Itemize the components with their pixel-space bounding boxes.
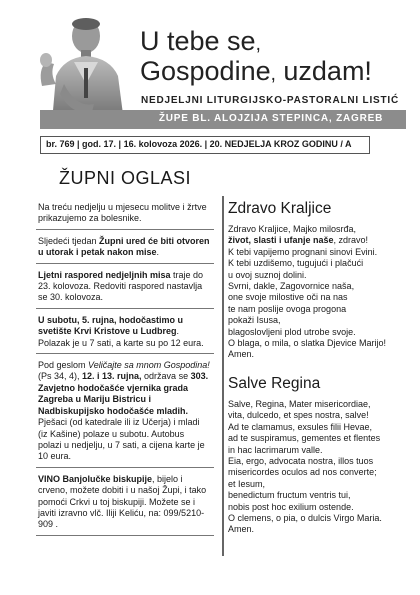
text-run: traje do 23. kolovoza. Redoviti raspored nastavlja se 30. kolovoza. xyxy=(38,269,204,303)
bulletin-subtitle: NEDJELJNI LITURGIJSKO-PASTORALNI LISTIĆ xyxy=(140,95,400,106)
text-run: one svoje milostive oči na nas xyxy=(228,292,348,303)
text-run: Svrni, dakle, Zagovornice naša, xyxy=(228,281,355,292)
prayer-title: Zdravo Kraljice xyxy=(228,200,332,217)
text-run: Sljedeći tjedan xyxy=(38,235,100,246)
text-run: 12. i 13. rujna, xyxy=(82,371,142,382)
headline-line-2: Gospodine, uzdam! xyxy=(140,56,372,86)
prayer-line xyxy=(228,445,398,456)
text-run: u ovoj suznoj dolini. xyxy=(228,269,307,280)
text-run: (Ps 34, 4), xyxy=(38,371,83,382)
prayer-line xyxy=(228,235,398,246)
text-run: blagoslovljeni plod utrobe svoje. xyxy=(228,326,356,337)
notice-item xyxy=(36,267,214,309)
text-run: nobis post hoc exilium ostende. xyxy=(228,501,354,512)
text-run: O clemens, o pia, o dulcis Virgo Maria. xyxy=(228,512,382,523)
text-run: benedictum fructum ventris tui, xyxy=(228,490,351,501)
prayer-line xyxy=(228,490,398,501)
text-run: VINO Banjolučke biskupije xyxy=(38,473,153,484)
prayer-line xyxy=(228,270,398,281)
text-run: U subotu, 5. rujna, hodočastimo u svetište Krvi Kristove u Ludbreg xyxy=(38,314,184,337)
text-run: . xyxy=(156,247,160,258)
prayer-line xyxy=(228,315,398,326)
prayer-line xyxy=(228,292,398,303)
prayer-line xyxy=(228,258,398,269)
prayer-line xyxy=(228,349,398,360)
text-run: , bijelo i crveno, možete dobiti i u našoj Župi, i tako pomoći Crkvi u toj biskupiji. Možete se i javiti izravno vlč. Iliji Keliću, na: 099/5210-909 . xyxy=(38,473,207,530)
prayer-line xyxy=(228,399,398,410)
text-run: Pješaci (od katedrale ili iz Učerja) i mladi (iz Kašine) polaze u subotu. Autobus polazi u nedjelju, u 7 sati, a cijena karte je 10 eura. xyxy=(38,417,205,462)
notices-title: ŽUPNI OGLASI xyxy=(58,168,192,188)
notice-item xyxy=(36,471,214,536)
prayer-line xyxy=(228,304,398,315)
text-run: 303. Zavjetno hodočašće vjernika grada Zagreba u Mariju Bistricu i Nadbiskupijsko hodočašće mladih. xyxy=(38,371,209,416)
notice-item xyxy=(36,312,214,354)
prayer-block xyxy=(228,200,398,361)
notice-item xyxy=(36,357,214,468)
text-run: K tebi vapijemo prognani sinovi Evini. xyxy=(228,246,378,257)
text-run: održava se xyxy=(141,371,191,382)
prayer-line xyxy=(228,338,398,349)
column-divider xyxy=(222,196,224,556)
text-run: Veličajte sa mnom Gospodina! xyxy=(88,360,210,371)
text-run: Eia, ergo, advocata nostra, illos tuos xyxy=(228,455,374,466)
prayers-column xyxy=(228,200,398,550)
prayer-title: Salve Regina xyxy=(228,374,321,392)
text-run: misericordes oculos ad nos converte; xyxy=(228,467,377,478)
prayer-line xyxy=(228,247,398,258)
prayer-line xyxy=(228,456,398,467)
prayer-line xyxy=(228,422,398,433)
text-run: . Polazak je u 7 sati, a karte su po 12 eura. xyxy=(38,326,204,348)
prayer-line xyxy=(228,224,398,235)
text-run: pokaži Isusa, xyxy=(228,315,281,326)
masthead xyxy=(0,0,420,132)
text-run: život, slasti i ufanje naše xyxy=(228,235,334,246)
prayer-line xyxy=(228,281,398,292)
prayer-line xyxy=(228,467,398,478)
text-run: te nam poslije ovoga progona xyxy=(228,303,347,314)
notice-item xyxy=(36,233,214,264)
text-run: Ad te clamamus, exsules filii Hevae, xyxy=(228,421,373,432)
text-run: Pod geslom xyxy=(38,360,89,371)
text-run: et Iesum, xyxy=(228,478,266,489)
portrait-illustration xyxy=(34,12,132,122)
prayer-line xyxy=(228,479,398,490)
text-run: Zdravo Kraljice, Majko milosrđa, xyxy=(228,224,357,234)
notices-list xyxy=(36,199,214,536)
text-run: ad te suspiramus, gementes et flentes xyxy=(228,433,381,444)
text-run: in hac lacrimarum valle. xyxy=(228,444,323,455)
prayer-line xyxy=(228,433,398,444)
text-run: Amen. xyxy=(228,524,255,535)
headline-line-1: U tebe se, xyxy=(140,26,261,56)
text-run: Amen. xyxy=(228,349,255,360)
text-run: O blaga, o mila, o slatka Djevice Marijo! xyxy=(228,338,387,349)
issue-info-frame xyxy=(40,136,370,154)
parish-name: ŽUPE BL. ALOJZIJA STEPINCA, ZAGREB xyxy=(158,113,384,124)
text-run: Župni ured će biti otvoren u utorak i petak nakon mise xyxy=(38,235,210,258)
prayer-line xyxy=(228,502,398,513)
notices-column xyxy=(36,168,214,539)
text-run: Ljetni raspored nedjeljnih misa xyxy=(38,269,171,280)
prayer-block xyxy=(228,375,398,536)
notice-item xyxy=(36,199,214,230)
text-run: Salve, Regina, Mater misericordiae, xyxy=(228,398,371,409)
prayer-line xyxy=(228,410,398,421)
text-run: vita, dulcedo, et spes nostra, salve! xyxy=(228,410,369,421)
prayer-line xyxy=(228,327,398,338)
prayer-line xyxy=(228,513,398,524)
text-run: , zdravo! xyxy=(333,235,369,246)
issue-info: br. 769 | god. 17. | 16. kolovoza 2026. | 20. NEDJELJA KROZ GODINU / A xyxy=(40,136,370,154)
text-run: K tebi uzdišemo, tugujući i plačući xyxy=(228,258,364,269)
prayer-line xyxy=(228,524,398,535)
text-run: Na treću nedjelju u mjesecu molitve i žrtve prikazujemo za bolesnike. xyxy=(38,202,207,224)
